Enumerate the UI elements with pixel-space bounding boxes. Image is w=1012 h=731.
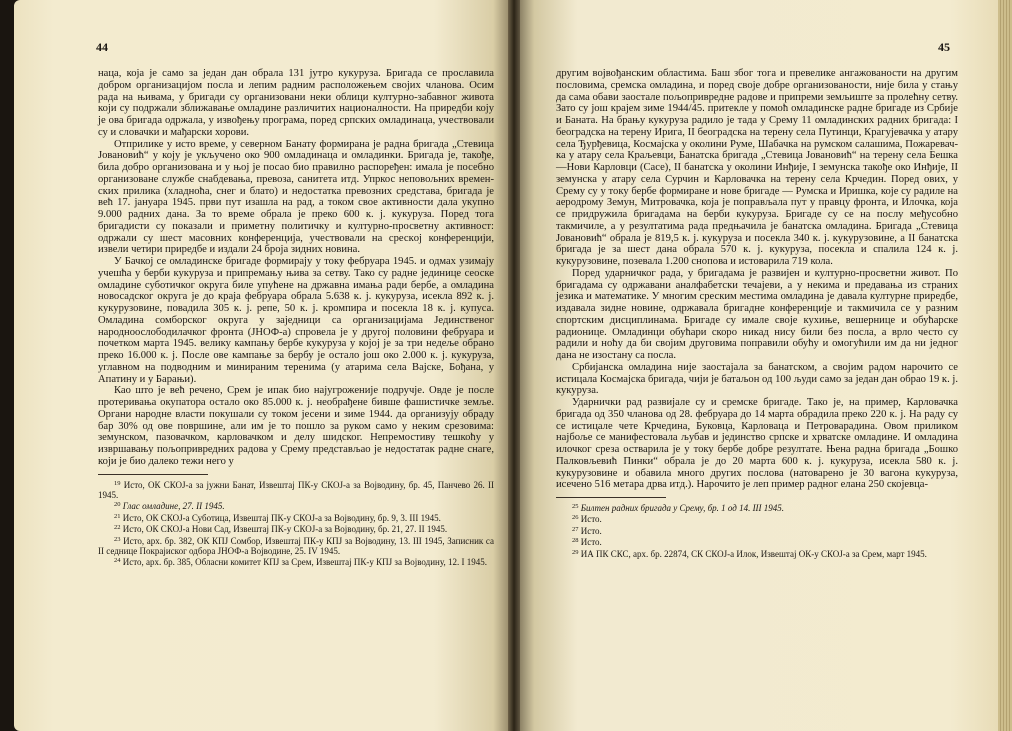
paragraph: Као што је већ речено, Срем је ипак био најугроженије подручје. Овде је после протеривања окупатора остало око 85.000 к. ј. необрађене бивше фашистичке земље. Органи народне власти покушали су током јесени и зиме 1944. да организују обраду бар 30% од ове површине, али им је то пошло за руком само у неким срезовима: земунском, пазовачком, карловачком и делу шидског. Непремостиву тешкоћу у извршавању пољопривредних радова у Срему представљао је недостатак радне снаге, који је био далеко тежи него у (98, 385, 494, 467)
paragraph: Отприлике у исто време, у северном Банату формирана је радна бригада „Стевица Јовановић“ у коју је укључено око 900 омладинаца и омладинки. Бригада је, такође, била добро организована и у њој је посао био правилно распоређен: имала је посебно организоване службе снабдевања, превоза, санитета итд. Упркос неповољних временских прилика (хладноћа, снег и блато) и недостатка превозних средстава, бригада је већ 17. јануара 1945. први пут изашла на рад, а током свое активности дала укупно 9.000 радних дана. За то време обрала је преко 600 к. ј. кукуруза. Поред тога бригадисти су показали и приметну политичку и културно-просветну активност: одржали су шест масовних конференција, учествовали на срескoj конференцији, извели четири приредбе и издали 24 броја зидних новина. (98, 138, 494, 256)
footnote: $^{23}$ Исто, арх. бр. 382, ОК КПЈ Сомбор, Извештај ПК-у КПЈ за Војводину, 13. III 1945, Записник са II седнице Покрајиског одбора ЈНОФ-а Војводине, 25. IV 1945. (98, 535, 495, 556)
right-page-text (556, 68, 958, 559)
footnote: $^{19}$ Исто, ОК СКОЈ-а за јужни Банат, Извештај ПК-у СКОЈ-а за Војводину, бр. 45, Панчево 26. II 1945. (98, 479, 494, 500)
page-number: 44 (96, 40, 108, 54)
footnote: $^{25}$ Билтен радних бригада у Срему, бр. 1 од 14. III 1945. (572, 503, 785, 513)
right-page (520, 0, 998, 731)
paragraph: наца, која је само за један дан обрала 131 јутро кукуруза. Бригада се прославила добром организацијом посла и лепим радним расположењем својих чланова. Осим рада на њивама, у бригади су организовани неки облици културно-забавног живота који су подржали зближавање омладине различитих националности. На приредби коју је ова бригада одржала, у извођењу програма, поред српских омладинаца, учествовали су и словачки и мађарски хорови. (98, 68, 494, 138)
left-page (14, 0, 508, 731)
footnote: $^{28}$ Исто. (572, 537, 602, 548)
footnote: $^{24}$ Исто, арх. бр. 385, Обласни комитет КПЈ за Срем, Извештај ПК-у КПЈ за Војводину, 12. I 1945. (114, 557, 487, 568)
paragraph: Ударнички рад развијале су и сремске бригаде. Тако је, на пример, Карловачка бригада од 350 чланова од 28. фебруара до 14 марта обрадила преко 220 к. ј. На раду су се истицале чете Крчедина, Буковца, Карловаца и Петроварадина. Овом приликом најбоље се манифестовала љубав и јединство српске и хрватске омладине. И омладина илочког среза остварила је у току бербе добре резултате. Њена радна бригада „Бошко Палковљевић Пинки“ обрала је до 20 марта 600 к. ј. кукуруза, исекла 580 к. ј. кукурузовине и обавила много других послова (натоварено је 30 вагона кукуруза, исечено 516 метара дрва итд.). Нарочито је леп пример радног елана 250 скојевца- (556, 397, 958, 491)
paragraph: другим војвођанским областима. Баш због тога и превелике ангажованости на другим пословима, сремска омладина, и поред своје добре организованости, није била у стању да сама обави заостале пољопривредне радове и припреми земљиште за пролећну сетву. Зато су још крајем зиме 1944/45. притекле у помоћ омладинске радне бригаде из Србије и Баната. На брању кукуруза радило је тада у Срему 11 омладинских радних бригада: I београдска на терену Ирига, II београдска на терену села Путинци, Крагујевачка у атару села Ђурђевица, Космајска у околини Руме, Шабачка на румском салашима, Пожаревачка у атару села Краљевци, Банатска бригада „Стевица Јовановић“ на терену села Бешка—Нови Карловци (Сасе), II банатска у околини Инђије, I земунска такође око Инђије, II земунска у атару села Сурчин и Карловачка на терену села Крчедин. Поред ових, у Срему су у току бербе формиране и нове бригаде — Румска и Иришка, које су радиле на аеродрому Земун, Митровачка, која је поправљала пут у правцу фронта, и Илочка, која се придружила бригадама на берби кукуруза. Бригаде су се на послу међусобно такмичиле, а у резултатима рада предњачила је банатска омладина. Бригада „Стевица Јовановић“ обрала је 819,5 к. ј. кукуруза и посекла 340 к. ј. кукурузовине, а II банатска бригада је за шест дана обрала 570 к. ј. кукуруза, посекла и спалила 124 к. ј. кукурузовине, позевала 1.200 снопова и истоварила 719 кола. (556, 68, 958, 267)
footnote: $^{29}$ ИА ПК СКС, арх. бр. 22874, СК СКОЈ-а Илок, Извештај ОК-у СКОЈ-а за Срем, март 1945. (572, 548, 927, 559)
paragraph: У Бачкој се омладинске бригаде формирају у току фебруара 1945. и одмах узимају учешћа у берби кукуруза и припремању њива за сетву. Тако су радне јединице сеоске омладине суботичког округа биле упућене на државна имања ради бербе, а омладина новосадског округа је до краја фебруара обрала 5.638 к. ј. кукуруза, исекла 892 к. ј. кукурузовине, повадила 305 к. ј. репе, 50 к. ј. кромпира и посекла 18 к. ј. купуса. Омладина сомборског округа у заједници са организацијама Јединственог народноослободилачког фронта (ЈНОФ-а) спровела је у другој половини фебруара и почетком марта 1945. велику кампању бербе кукуруза у којој је за три недеље обрано преко 16.000 к. ј. После ове кампање за бербу је остало још око 2.000 к. ј. кукуруза, углавном на подводним и минираним теренима (у атарима села Вајске, Бођана, у Апатину и у Барањи). (98, 256, 494, 385)
paragraph: Поред ударничког рада, у бригадама је развијен и културно-просветни живот. По бригадама су одржавани аналфабетски течајеви, а у некима и предавања из страних језика и математике. У многим среским местима омладина је давала културне приредбе, издавала зидне новине, одржавала бригадне конференције и такмичила се у разним спортским дисциплинама. Бригаде су имале своје кухиње, вешернице и обућарске радионице. Омладинци обућари скоро никад нису били без посла, а врло често су радили и ноћу да би својим друговима поправили обућу и омогућили им да ни једног дана не изостану са посла. (556, 267, 958, 361)
book-gutter (508, 0, 520, 731)
left-page-text (98, 68, 494, 568)
footnote: $^{20}$ Глас омладине, 27. II 1945. (114, 501, 225, 512)
page-number: 45 (938, 40, 950, 54)
page-edges (998, 0, 1012, 731)
footnote-rule (556, 497, 666, 498)
footnote: $^{26}$ Исто. (572, 514, 602, 525)
footnote: $^{21}$ Исто, ОК СКОЈ-а Суботица, Извештај ПК-у СКОЈ-а за Војводину, бр. 9, 3. III 1945. (114, 512, 441, 523)
paragraph: Србијанска омладина није заостајала за банатском, а својим радом нарочито се истицала Космајска бригада, чији је батаљон од 100 људи само за један дан обрао 19 к. ј. кукуруза. (556, 361, 958, 397)
footnote-rule (98, 474, 208, 475)
footnote: $^{22}$ Исто, ОК СКОЈ-а Нови Сад, Извештај ПК-у СКОЈ-а за Војводину, бр. 21, 27. II 1945. (114, 524, 448, 535)
footnote: $^{27}$ Исто. (572, 525, 602, 536)
